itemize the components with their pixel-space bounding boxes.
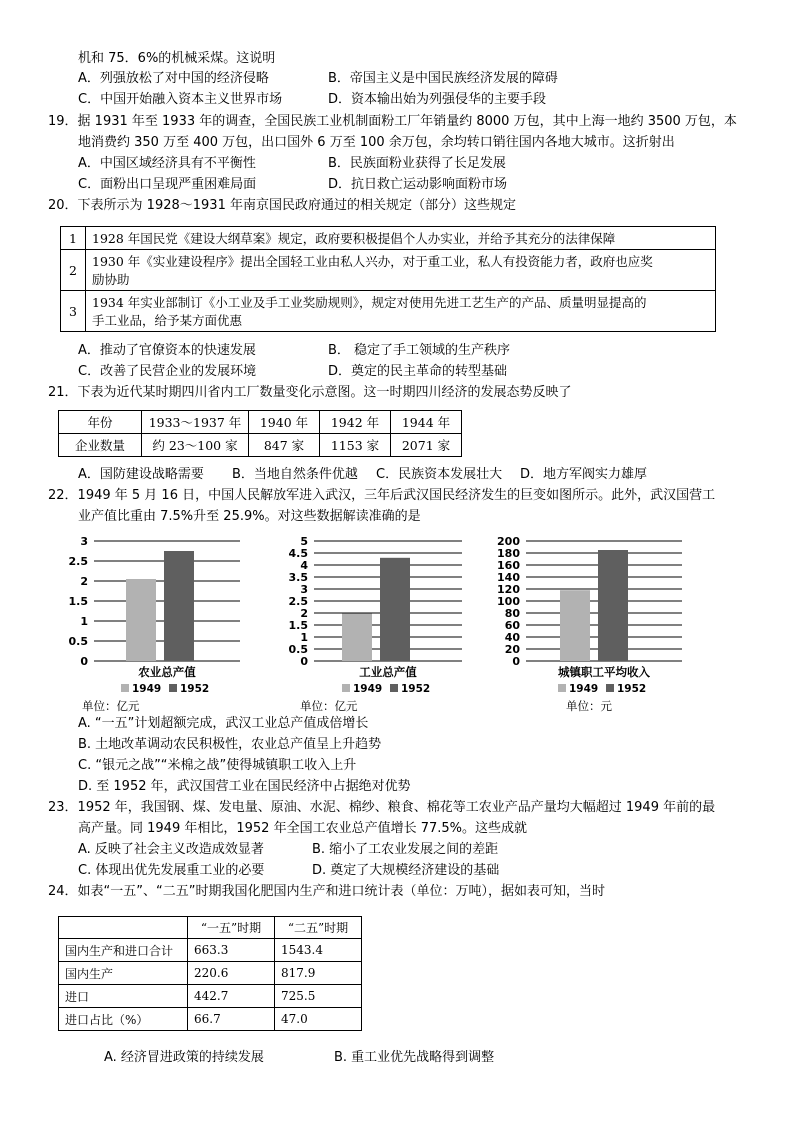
q21-option-c[interactable]: C．民族资本发展壮大 <box>376 467 503 482</box>
q21-option-d[interactable]: D．地方军阀实力雄厚 <box>520 467 648 482</box>
q20-row-text <box>86 227 716 250</box>
q21-table <box>58 410 462 457</box>
y-tick-label: 3 <box>300 583 308 596</box>
bar-1952 <box>598 550 628 661</box>
q23-option-c[interactable]: C. 体现出优先发展重工业的必要 <box>78 863 265 878</box>
chart-title: 城镇职工平均收入 <box>558 665 650 679</box>
y-tick-label: 2.5 <box>68 555 88 568</box>
chart-industry-unit: 单位：亿元 <box>300 699 358 713</box>
q20-row3-line2: 手工业品，给予某方面优惠 <box>92 313 243 328</box>
table-row <box>61 250 716 291</box>
q21-header-cell: 1940 年 <box>249 411 320 434</box>
legend-label: 1949 <box>132 683 162 695</box>
legend-swatch-1952 <box>390 684 398 692</box>
legend-swatch-1949 <box>558 684 566 692</box>
q22-option-a[interactable]: A. “一五”计划超额完成，武汉工业总产值成倍增长 <box>78 716 369 731</box>
table-row <box>61 227 716 250</box>
table-row <box>61 291 716 332</box>
q23-option-d[interactable]: D. 奠定了大规模经济建设的基础 <box>312 863 500 878</box>
q24-cell: 817.9 <box>275 962 362 985</box>
y-tick-label: 200 <box>497 535 520 548</box>
table-row <box>59 411 462 434</box>
q19-option-c[interactable]: C．面粉出口呈现严重困难局面 <box>78 177 257 192</box>
y-tick-label: 5 <box>300 535 308 548</box>
q20-option-d[interactable]: D．奠定的民主革命的转型基础 <box>328 364 508 379</box>
y-tick-label: 20 <box>504 643 520 656</box>
q18-continuation: 机和 75．6%的机械采煤。这说明 <box>78 51 276 66</box>
table-row <box>59 434 462 457</box>
q20-row-text <box>86 291 716 332</box>
y-tick-label: 2 <box>300 607 308 620</box>
q21-value-cell: 847 家 <box>249 434 320 457</box>
q23-stem-line1: 23．1952 年，我国钢、煤、发电量、原油、水泥、棉纱、粮食、棉花等工农业产品产量均大幅超过 1949 年前的最 <box>48 800 716 815</box>
legend-label: 1952 <box>180 683 210 695</box>
q24-stem: 24．如表“一五”、“二五”时期我国化肥国内生产和进口统计表（单位：万吨），据如表可知，当时 <box>48 884 605 899</box>
q22-option-b[interactable]: B. 土地改革调动农民积极性，农业总产值呈上升趋势 <box>78 737 382 752</box>
q21-value-cell: 约 23～100 家 <box>142 434 249 457</box>
y-tick-label: 40 <box>504 631 520 644</box>
q21-header-cell: 年份 <box>59 411 142 434</box>
y-tick-label: 2.5 <box>288 595 308 608</box>
q18-option-a[interactable]: A．列强放松了对中国的经济侵略 <box>78 71 269 86</box>
chart-income-unit: 单位：元 <box>566 699 612 713</box>
y-tick-label: 160 <box>497 559 520 572</box>
q19-option-b[interactable]: B．民族面粉业获得了长足发展 <box>328 156 506 171</box>
q21-value-cell: 1153 家 <box>320 434 391 457</box>
y-tick-label: 1.5 <box>288 619 308 632</box>
legend-label: 1949 <box>569 683 599 695</box>
q20-row3-line1: 1934 年实业部制订《小工业及手工业奖励规则》，规定对使用先进工艺生产的产品、质量明显提高的 <box>92 295 647 310</box>
chart-industry-svg <box>280 533 470 698</box>
q24-option-b[interactable]: B. 重工业优先战略得到调整 <box>334 1050 495 1065</box>
q20-option-c[interactable]: C．改善了民营企业的发展环境 <box>78 364 257 379</box>
chart-agriculture <box>58 533 248 698</box>
chart-income <box>490 533 690 698</box>
q21-value-cell: 2071 家 <box>391 434 462 457</box>
q21-header-cell: 1942 年 <box>320 411 391 434</box>
q21-stem: 21．下表为近代某时期四川省内工厂数量变化示意图。这一时期四川经济的发展态势反映了 <box>48 385 572 400</box>
y-tick-label: 140 <box>497 571 520 584</box>
chart-industry <box>280 533 470 698</box>
table-row <box>59 985 362 1008</box>
y-tick-label: 1.5 <box>68 595 88 608</box>
y-tick-label: 2 <box>80 575 88 588</box>
legend-swatch-1952 <box>606 684 614 692</box>
q24-cell: 66.7 <box>188 1008 275 1031</box>
legend-swatch-1952 <box>169 684 177 692</box>
q21-option-a[interactable]: A．国防建设战略需要 <box>78 467 204 482</box>
table-row <box>59 1008 362 1031</box>
legend-swatch-1949 <box>342 684 350 692</box>
q24-header-cell <box>59 917 188 939</box>
q23-option-a[interactable]: A. 反映了社会主义改造成效显著 <box>78 842 264 857</box>
q24-table <box>58 916 362 1031</box>
q20-row-text <box>86 250 716 291</box>
q20-stem: 20．下表所示为 1928～1931 年南京国民政府通过的相关规定（部分）这些规定 <box>48 198 516 213</box>
q21-header-cell: 1933～1937 年 <box>142 411 249 434</box>
q20-row1-line1: 1928 年国民党《建设大纲草案》规定，政府要积极提倡个人办实业，并给予其充分的法律保障 <box>92 231 616 246</box>
q21-header-cell: 1944 年 <box>391 411 462 434</box>
q23-stem-line2: 高产量。同 1949 年相比，1952 年全国工农业总产值增长 77.5%。这些成就 <box>78 821 527 836</box>
y-tick-label: 0 <box>512 655 520 668</box>
q24-cell: 1543.4 <box>275 939 362 962</box>
y-tick-label: 60 <box>504 619 520 632</box>
y-tick-label: 4 <box>300 559 308 572</box>
q20-row-number: 1 <box>61 227 86 250</box>
q18-option-c[interactable]: C．中国开始融入资本主义世界市场 <box>78 92 283 107</box>
y-tick-label: 3 <box>80 535 88 548</box>
bar-1949 <box>342 613 372 661</box>
q20-row-number: 2 <box>61 250 86 291</box>
legend-label: 1952 <box>401 683 431 695</box>
q20-table <box>60 226 716 332</box>
q19-stem-line1: 19．据 1931 年至 1933 年的调查，全国民族工业机制面粉工厂年销量约 8000 万包，其中上海一地约 3500 万包，本 <box>48 114 737 129</box>
y-tick-label: 80 <box>504 607 520 620</box>
q24-row-label: 国内生产 <box>59 962 188 985</box>
q19-option-a[interactable]: A．中国区域经济具有不平衡性 <box>78 156 256 171</box>
q22-option-d[interactable]: D. 至 1952 年，武汉国营工业在国民经济中占据绝对优势 <box>78 779 411 794</box>
y-tick-label: 1 <box>300 631 308 644</box>
q24-row-label: 国内生产和进口合计 <box>59 939 188 962</box>
y-tick-label: 0.5 <box>68 635 88 648</box>
y-tick-label: 120 <box>497 583 520 596</box>
q24-cell: 220.6 <box>188 962 275 985</box>
q20-row-number: 3 <box>61 291 86 332</box>
y-tick-label: 1 <box>80 615 88 628</box>
q18-option-d[interactable]: D．资本输出始为列强侵华的主要手段 <box>328 92 547 107</box>
q20-row2-line1: 1930 年《实业建设程序》提出全国轻工业由私人兴办，对于重工业，私人有投资能力者，政府也应奖 <box>92 254 653 269</box>
q24-row-label: 进口 <box>59 985 188 1008</box>
chart-agriculture-unit: 单位：亿元 <box>82 699 140 713</box>
q18-option-b[interactable]: B．帝国主义是中国民族经济发展的障碍 <box>328 71 558 86</box>
y-tick-label: 100 <box>497 595 520 608</box>
bar-1949 <box>560 590 590 661</box>
q19-option-d[interactable]: D．抗日救亡运动影响面粉市场 <box>328 177 508 192</box>
q22-option-c[interactable]: C. “银元之战”“米棉之战”使得城镇职工收入上升 <box>78 758 357 773</box>
y-tick-label: 4.5 <box>288 547 308 560</box>
q24-cell: 725.5 <box>275 985 362 1008</box>
q19-stem-line2: 地消费约 350 万至 400 万包，出口国外 6 万至 100 余万包，余均转口销往国内各地大城市。这折射出 <box>78 135 675 150</box>
q24-cell: 47.0 <box>275 1008 362 1031</box>
q24-option-a[interactable]: A. 经济冒进政策的持续发展 <box>104 1050 264 1065</box>
y-tick-label: 0 <box>80 655 88 668</box>
table-row <box>59 917 362 939</box>
y-tick-label: 3.5 <box>288 571 308 584</box>
q24-header-cell: “一五”时期 <box>188 917 275 939</box>
q24-header-cell: “二五”时期 <box>275 917 362 939</box>
legend-label: 1952 <box>617 683 647 695</box>
table-row <box>59 939 362 962</box>
chart-income-svg <box>490 533 690 698</box>
q24-row-label: 进口占比（%） <box>59 1008 188 1031</box>
chart-agriculture-svg <box>58 533 248 698</box>
bar-1949 <box>126 579 156 661</box>
q23-option-b[interactable]: B. 缩小了工农业发展之间的差距 <box>312 842 499 857</box>
q20-option-a[interactable]: A．推动了官僚资本的快速发展 <box>78 343 256 358</box>
q24-cell: 442.7 <box>188 985 275 1008</box>
table-row <box>59 962 362 985</box>
y-tick-label: 0 <box>300 655 308 668</box>
q24-cell: 663.3 <box>188 939 275 962</box>
legend-label: 1949 <box>353 683 383 695</box>
chart-title: 工业总产值 <box>359 665 417 679</box>
bar-1952 <box>164 551 194 661</box>
q22-stem-line2: 业产值比重由 7.5%升至 25.9%。对这些数据解读准确的是 <box>78 509 421 524</box>
q21-option-b[interactable]: B．当地自然条件优越 <box>232 467 358 482</box>
y-tick-label: 180 <box>497 547 520 560</box>
q20-option-b[interactable]: B． 稳定了手工领域的生产秩序 <box>328 343 511 358</box>
chart-title: 农业总产值 <box>138 665 196 679</box>
bar-1952 <box>380 558 410 661</box>
q22-stem-line1: 22．1949 年 5 月 16 日，中国人民解放军进入武汉，三年后武汉国民经济发生的巨变如图所示。此外，武汉国营工 <box>48 488 716 503</box>
q20-row2-line2: 励协助 <box>92 272 130 287</box>
y-tick-label: 0.5 <box>288 643 308 656</box>
legend-swatch-1949 <box>121 684 129 692</box>
q21-value-cell: 企业数量 <box>59 434 142 457</box>
